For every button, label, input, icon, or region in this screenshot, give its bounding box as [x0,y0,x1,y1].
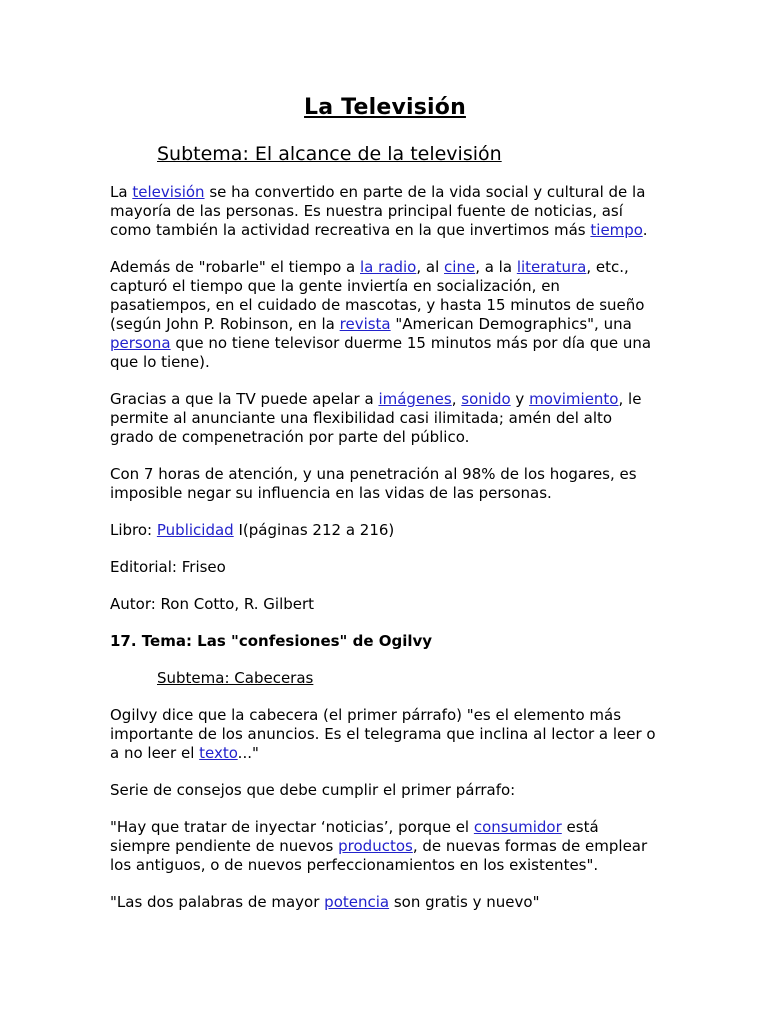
link-movimiento[interactable]: movimiento [529,390,619,408]
link-television[interactable]: televisión [132,183,205,201]
publisher: Editorial: Friseo [110,558,226,576]
text: , de nuevas formas de emplear los antiguos, o de nuevos perfeccionamientos en los existentes". [110,837,648,874]
text: Gracias a que la TV puede apelar a [110,390,379,408]
text: que no tiene televisor duerme 15 minutos más por día que una que lo tiene). [110,334,652,371]
text: son gratis y nuevo" [389,893,540,911]
text: , [451,390,462,408]
paragraph-power-words [110,893,660,912]
section-heading-17: 17. Tema: Las "confesiones" de Ogilvy [110,632,433,650]
text: ..." [237,744,259,762]
text: Ogilvy dice que la cabecera (el primer párrafo) "es el elemento más importante de los anuncios. Es el telegrama que inclina al lector a leer o a no leer el [110,706,656,762]
text: , al [416,258,445,276]
page-title: La Televisión [304,95,466,120]
link-publicidad[interactable]: Publicidad [156,521,234,539]
text: y [510,390,530,408]
text: "Las dos palabras de mayor [110,893,325,911]
link-sonido[interactable]: sonido [461,390,511,408]
text: se ha convertido en parte de la vida social y cultural de la mayoría de las personas. Es nuestra principal fuente de noticias, así como también la actividad recreativa en la que invertimos más [110,183,646,239]
subtopic-heading: Subtema: Cabeceras [157,669,314,687]
text: , a la [475,258,517,276]
paragraph-tv-appeal [110,390,660,447]
text: , etc., capturó el tiempo que la gente inviertía en socialización, en pasatiempos, en el cuidado de mascotas, y hasta 15 minutos de sueño (según John P. Robinson, en la [110,258,645,333]
paragraph-time [110,258,660,372]
link-consumidor[interactable]: consumidor [473,818,562,836]
text: "Hay que tratar de inyectar ‘noticias’, porque el [110,818,474,836]
subtitle: Subtema: El alcance de la televisión [157,143,502,165]
link-tiempo[interactable]: tiempo [590,221,643,239]
link-imagenes[interactable]: imágenes [378,390,452,408]
link-texto[interactable]: texto [199,744,238,762]
text: "American Demographics", una [390,315,632,333]
paragraph-intro [110,183,660,240]
paragraph-influence: Con 7 horas de atención, y una penetración al 98% de los hogares, es imposible negar su influencia en las vidas de las personas. [110,465,637,502]
link-persona[interactable]: persona [110,334,171,352]
text: , le permite al anunciante una flexibilidad casi ilimitada; amén del alto grado de compenetración por parte del público. [110,390,642,446]
text: I(páginas 212 a 216) [233,521,395,539]
text: Libro: [110,521,157,539]
paragraph-ogilvy [110,706,660,763]
link-cine[interactable]: cine [444,258,476,276]
link-revista[interactable]: revista [339,315,391,333]
link-productos[interactable]: productos [338,837,413,855]
author: Autor: Ron Cotto, R. Gilbert [110,595,315,613]
paragraph-news-quote [110,818,660,875]
text: . [642,221,648,239]
text: La [110,183,133,201]
link-potencia[interactable]: potencia [324,893,390,911]
text: está siempre pendiente de nuevos [110,818,599,855]
text: Además de "robarle" el tiempo a [110,258,360,276]
link-la-radio[interactable]: la radio [360,258,417,276]
link-literatura[interactable]: literatura [516,258,587,276]
book-reference [110,521,660,540]
paragraph-advice-intro: Serie de consejos que debe cumplir el primer párrafo: [110,781,516,799]
